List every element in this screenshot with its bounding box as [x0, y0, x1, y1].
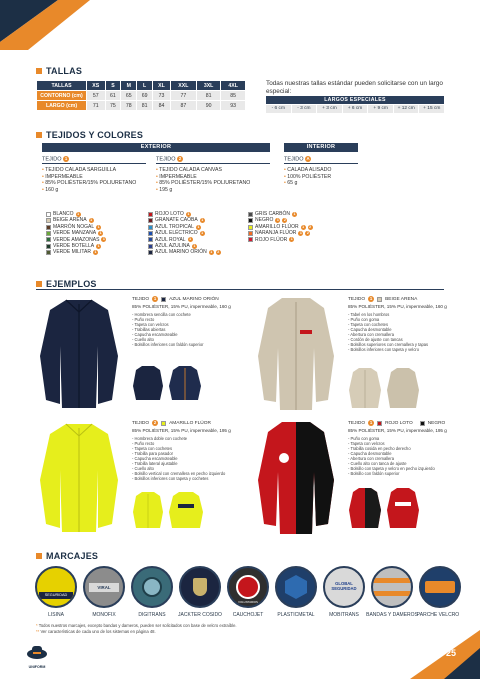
color-list-3 [248, 211, 348, 243]
color-name: AZUL ROYAL [155, 236, 186, 243]
tejido-number-badge: 2 [309, 224, 312, 229]
corner-decoration-top [0, 0, 90, 50]
tejido-number-badge: 1 [77, 211, 80, 216]
color-item [248, 237, 348, 243]
tejido-col-interior [284, 156, 358, 187]
color-list-2 [148, 211, 248, 256]
tejido-number-badge: 1 [193, 243, 196, 248]
jacket-red-image [256, 420, 336, 536]
color-swatch-icon [148, 244, 153, 249]
tejido-spec-list: • TEJIDO CALADA CANVAS • IMPERMEABLE • 85% POLIÉSTER/15% POLIURETANO • 195 g [156, 167, 270, 193]
section-marker-icon [36, 132, 42, 138]
marcaje-lisina-image: SEGURIDAD [35, 566, 77, 608]
tejido-number-badge: 1 [97, 224, 100, 229]
tejido-heading: TEJIDO 1 [42, 156, 146, 164]
jacket-navy-thumb-back [132, 364, 164, 402]
tejidos-title: TEJIDOS Y COLORES [36, 130, 143, 140]
example-1-head: TEJIDO 1 AZUL MARINO ORIÓN [132, 296, 219, 302]
color-list-1 [46, 211, 146, 256]
color-name: VERDE AMAZONAS [53, 236, 100, 243]
badge-icon [193, 578, 207, 596]
tejido-col-2 [156, 156, 270, 193]
jacket-navy-image [38, 296, 120, 412]
sizes-row-largo: LARGO (cm) 71 75 78 81 84 87 90 93 [37, 101, 246, 111]
tejido-number-badge: 1 [293, 211, 296, 216]
page-number: 25 [446, 648, 457, 658]
jacket-red-thumb-back [386, 486, 420, 530]
tejido-number-badge: 1 [102, 237, 105, 242]
example-1-info: TEJIDO 1 AZUL MARINO ORIÓN 85% POLIÉSTER, 15% PU, impermeable, 160 g - Hombrera sencilla con cochete - Puño recto - Tapeta con velcros - Trabillas abiertas - Capucha escamoteable - Cuello alto - Bolsillos inferiores con faldón superior [132, 296, 248, 347]
color-name: VERDE MANZANA [53, 230, 97, 237]
example-4-features: - Puño con goma - Tapeta con velcros - Trabilla cosida en pecho derecho - Capucha desmontable - Abertura con cremallera - Cuello alto con tanca de ajuste - Bolsillo con tapeta y velcro en pecho izquierdo - Bolsillo con faldón superior [348, 436, 452, 476]
jacket-beige-image [256, 296, 336, 412]
marcaje-jackter-image [179, 566, 221, 608]
marcaje-digitrans-image [131, 566, 173, 608]
color-swatch-icon [46, 225, 51, 230]
exterior-header: EXTERIOR [42, 143, 270, 152]
largos-especiales-row: - 6 cm - 3 cm + 3 cm + 6 cm + 9 cm + 12 cm + 15 cm [266, 105, 444, 113]
tejido-number-badge: 1 [99, 230, 102, 235]
color-name: GRANATE CAOBA [155, 217, 198, 224]
jacket-red-thumb-front [348, 486, 382, 530]
color-name: AZUL AZULINA [155, 243, 190, 250]
color-swatch-icon [148, 231, 153, 236]
color-name: NARANJA FLÚOR [255, 230, 297, 237]
tejido-number-badge: 1 [97, 243, 100, 248]
color-swatch-icon [248, 231, 253, 236]
color-swatch-icon [46, 250, 51, 255]
patch-icon [425, 581, 455, 593]
marcaje-bandas-image [371, 566, 413, 608]
example-1-features: - Hombrera sencilla con cochete - Puño recto - Tapeta con velcros - Trabillas abiertas - Capucha escamoteable - Cuello alto - Bolsillos inferiores con faldón superior [132, 312, 248, 347]
marcaje-mobitrans-image: GLOBAL SEGURIDAD [323, 566, 365, 608]
color-name: MARRÓN NOGAL [53, 223, 95, 230]
marcajes-title: MARCAJES [36, 551, 98, 561]
color-name: ROJO FLÚOR [255, 236, 288, 243]
sizes-header-row: TALLAS XS S M L XL XXL 3XL 4XL [37, 81, 246, 91]
color-swatch-icon [148, 212, 153, 217]
jacket-yellow-image [38, 420, 120, 536]
swatch-icon [377, 421, 382, 426]
color-name: BLANCO [53, 211, 74, 217]
tejido-spec-list: • CALADA ALISADO • 100% POLIÉSTER • 65 g [284, 167, 358, 186]
swatch-icon [161, 421, 166, 426]
marcaje-velcro-image [419, 566, 461, 608]
color-item [46, 249, 146, 255]
emblem-icon [236, 575, 260, 599]
tejido-number-badge: 1 [189, 237, 192, 242]
section-marker-icon [36, 281, 42, 287]
tejido-number-badge: 1 [90, 218, 93, 223]
color-name: AZUL ELÉCTRICO [155, 230, 198, 237]
tejido-spec-list: • TEJIDO CALADA SARGUILLA • IMPERMEABLE • 85% POLIÉSTER/15% POLIURETANO • 160 g [42, 167, 146, 193]
tejido-number-badge: 1 [299, 230, 302, 235]
tejido-number-badge: 2 [283, 218, 286, 223]
section-marker-icon [36, 68, 42, 74]
interior-header: INTERIOR [284, 143, 358, 152]
color-swatch-icon [46, 231, 51, 236]
tejido-number-badge: 1 [290, 237, 293, 242]
tejido-number-badge: 1 [210, 250, 213, 255]
example-4-head: TEJIDO 1 ROJO LOTO NEGRO [348, 420, 446, 426]
marcaje-monofix-image: VIRAL [83, 566, 125, 608]
tejido-number-badge: 2 [217, 250, 220, 255]
color-swatch-icon [248, 237, 253, 242]
tejido-number-badge: 1 [94, 250, 97, 255]
ejemplos-title: EJEMPLOS [36, 279, 97, 289]
marcaje-plasticmetal-image [275, 566, 317, 608]
color-swatch-icon [148, 218, 153, 223]
color-name: GRIS CARBÓN [255, 211, 291, 217]
jacket-yellow-thumb-back [168, 490, 204, 530]
jacket-beige-thumb-back [386, 366, 420, 410]
tejido-number-badge: 1 [201, 230, 204, 235]
color-name: BEIGE ARENA [53, 217, 87, 224]
swatch-icon [377, 297, 382, 302]
color-swatch-icon [148, 250, 153, 255]
marcajes-footnote-1: * Todos nuestros marcajes, excepto bandas y dameros, pueden ser solicitados con base de velcro extraíble. [36, 623, 237, 628]
color-swatch-icon [148, 225, 153, 230]
color-swatch-icon [46, 218, 51, 223]
color-swatch-icon [248, 212, 253, 217]
color-name: AZUL MARINO ORIÓN [155, 249, 207, 256]
color-name: NEGRO [255, 217, 274, 224]
color-name: AZUL TROPICAL [155, 223, 194, 230]
jacket-yellow-thumb-front [132, 490, 164, 530]
example-3-info: TEJIDO 2 AMARILLO FLÚOR 85% POLIÉSTER, 15% PU, impermeable, 195 g - Hombrera doble con cochete - Puño recto - Tapeta con cochetes - Trabilla para pasador - Capucha escamoteable - Trabilla lateral ajustable - Cuello alto - Bolsillo vertical con cremallera en pecho izquierdo - Bolsillos inferiores con tapeta y cochetes [132, 420, 248, 481]
tejido-number-badge: 1 [197, 224, 200, 229]
tejido-col-1 [42, 156, 146, 193]
marcajes-footnote-2: ** Ver características de cada uno de los sistemas en página 48. [36, 629, 156, 634]
swatch-icon [420, 421, 425, 426]
marcaje-cauchojet-image: VOLUNTARIOS [227, 566, 269, 608]
tejido-number-badge: 1 [201, 218, 204, 223]
example-2-info: TEJIDO 1 BEIGE ARENA 85% POLIÉSTER, 15% PU, impermeable, 160 g - Tabel en los hombros - Puño con goma - Tapeta con cochetes - Capucha desmontable - Abertura con cremallera - Cordón de ajuste con tancas - Bolsillos superiores con cremallera y tapas - Bolsillos inferiores con tapeta y velcro [348, 296, 448, 352]
color-swatch-icon [248, 225, 253, 230]
example-3-features: - Hombrera doble con cochete - Puño recto - Tapeta con cochetes - Trabilla para pasador - Capucha escamoteable - Trabilla lateral ajustable - Cuello alto - Bolsillo vertical con cremallera en pecho izquierdo - Bolsillos inferiores con tapeta y cochetes [132, 436, 248, 481]
swatch-icon [161, 297, 166, 302]
tejido-number-badge: 2 [306, 230, 309, 235]
example-2-features: - Tabel en los hombros - Puño con goma - Tapeta con cochetes - Capucha desmontable - Abertura con cremallera - Cordón de ajuste con tancas - Bolsillos superiores con cremallera y tapas - Bolsillos inferiores con tapeta y velcro [348, 312, 448, 352]
color-name: VERDE MILITAR [53, 249, 91, 256]
color-name: VERDE BOTELLA [53, 243, 95, 250]
tejido-number-badge: 1 [187, 211, 190, 216]
color-swatch-icon [46, 237, 51, 242]
corner-decoration-bottom [410, 630, 480, 679]
color-name: AMARILLO FLÚOR [255, 223, 299, 230]
example-3-head: TEJIDO 2 AMARILLO FLÚOR [132, 420, 211, 426]
jacket-beige-thumb-front [348, 366, 382, 410]
example-2-head: TEJIDO 1 BEIGE ARENA [348, 296, 418, 302]
tallas-title: TALLAS [36, 66, 82, 76]
color-swatch-icon [46, 244, 51, 249]
largos-especiales: LARGOS ESPECIALES - 6 cm - 3 cm + 3 cm + 6 cm + 9 cm + 12 cm + 15 cm [266, 96, 444, 113]
globe-icon [142, 577, 162, 597]
tejido-number-badge: 1 [302, 224, 305, 229]
sizes-table [36, 80, 246, 111]
section-marker-icon [36, 553, 42, 559]
color-item [148, 249, 248, 255]
tejido-heading: TEJIDO A [284, 156, 358, 164]
color-swatch-icon [148, 237, 153, 242]
shield-icon [285, 575, 307, 599]
tejido-heading: TEJIDO 2 [156, 156, 270, 164]
color-name: ROJO LOTO [155, 211, 184, 217]
brand-logo-icon: UNIFORM [26, 644, 48, 668]
example-4-info: TEJIDO 1 ROJO LOTO NEGRO 85% POLIÉSTER, 15% PU, impermeable, 195 g - Puño con goma - Tapeta con velcros - Trabilla cosida en pecho derecho - Capucha desmontable - Abertura con cremallera - Cuello alto con tanca de ajuste - Bolsillo con tapeta y velcro en pecho izquierdo - Bolsillo con faldón superior [348, 420, 452, 476]
sizes-row-contorno: CONTORNO (cm) 57 61 65 69 73 77 81 85 [37, 91, 246, 101]
tallas-note: Todas nuestras tallas estándar pueden solicitarse con un largo especial: [266, 80, 443, 95]
color-swatch-icon [248, 218, 253, 223]
ejemplos-divider [36, 289, 444, 290]
color-swatch-icon [46, 212, 51, 217]
jacket-navy-thumb-hood [168, 364, 202, 402]
tejido-number-badge: 1 [276, 218, 279, 223]
